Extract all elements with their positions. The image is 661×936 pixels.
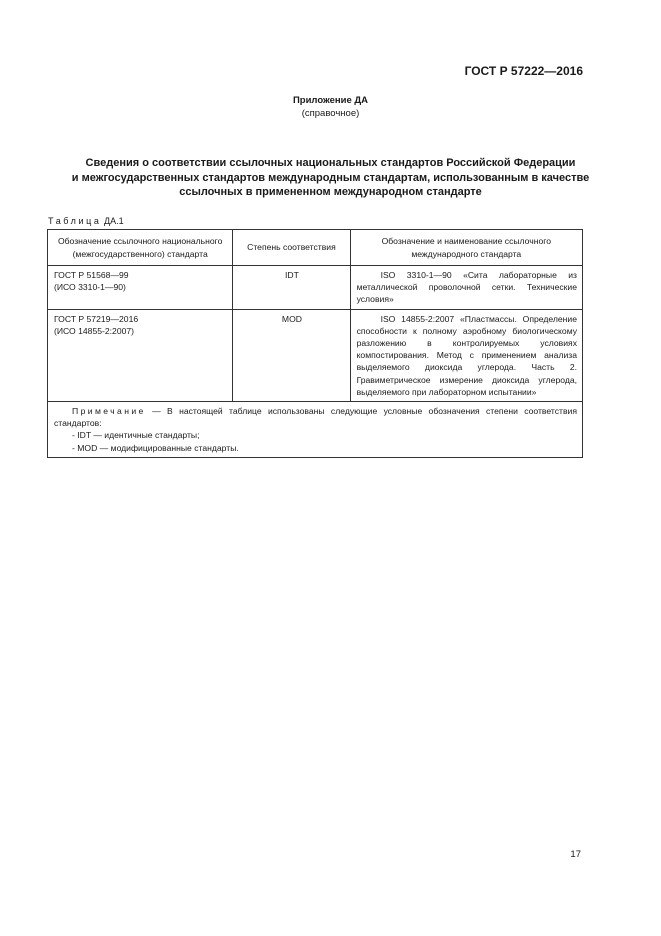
table-caption [48, 216, 124, 226]
header-international-standard: Обозначение и наименование ссылочного международного стандарта [350, 230, 582, 266]
appendix-heading [0, 94, 661, 120]
international-standard-cell: ISO 14855-2:2007 «Пластмассы. Определение способности к полному аэробному биологическому разложению в контролируемых условиях компостирования. Метод с применением анализа выделяемого диоксида углерода. Часть 2. Гравиметрическое измерение диоксида углерода, выделяемого при лабораторном испытании» [350, 309, 582, 401]
national-standard-iso-ref: (ИСО 14855-2:2007) [54, 325, 135, 336]
degree-cell: MOD [233, 309, 350, 401]
table-header-row [48, 230, 583, 266]
international-standard-cell: ISO 3310-1—90 «Сита лабораторные из металлической проволочной сетки. Технические условия» [350, 266, 582, 310]
national-standard-code: ГОСТ Р 57219—2016 [54, 313, 139, 324]
national-standard-cell [48, 309, 233, 401]
appendix-kind: (справочное) [301, 108, 360, 119]
note-intro [54, 405, 577, 429]
degree-cell: IDT [233, 266, 350, 310]
title-line-2: и межгосударственных стандартов международным стандартам, использованным в качестве [71, 171, 590, 184]
header-degree: Степень соответствия [233, 230, 350, 266]
section-title [48, 156, 613, 200]
page-number: 17 [570, 849, 581, 860]
note-item-idt: - IDT — идентичные стандарты; [72, 430, 200, 441]
national-standard-code: ГОСТ Р 51568—99 [54, 270, 129, 280]
table-note-row [48, 402, 583, 458]
note-text: — В настоящей таблице использованы следующие условные обозначения степени соответствия стандартов: [54, 406, 577, 429]
table-row [48, 309, 583, 401]
national-standard-iso-ref: (ИСО 3310-1—90) [54, 282, 126, 293]
appendix-name: Приложение ДА [292, 95, 369, 106]
title-line-3: ссылочных в примененном международном стандарте [179, 186, 482, 198]
table-note [48, 402, 583, 458]
national-standard-cell [48, 266, 233, 310]
note-item-mod: - MOD — модифицированные стандарты. [72, 442, 239, 453]
table-caption-number: ДА.1 [104, 216, 124, 226]
note-label: Примечание [72, 406, 146, 417]
header-national-standard: Обозначение ссылочного национального (межгосударственного) стандарта [48, 230, 233, 266]
table-caption-word: Таблица [48, 216, 102, 226]
correspondence-table [47, 229, 583, 458]
title-line-1: Сведения о соответствии ссылочных национальных стандартов Российской Федерации [85, 157, 576, 169]
table-row [48, 266, 583, 310]
document-code: ГОСТ Р 57222—2016 [464, 64, 583, 78]
